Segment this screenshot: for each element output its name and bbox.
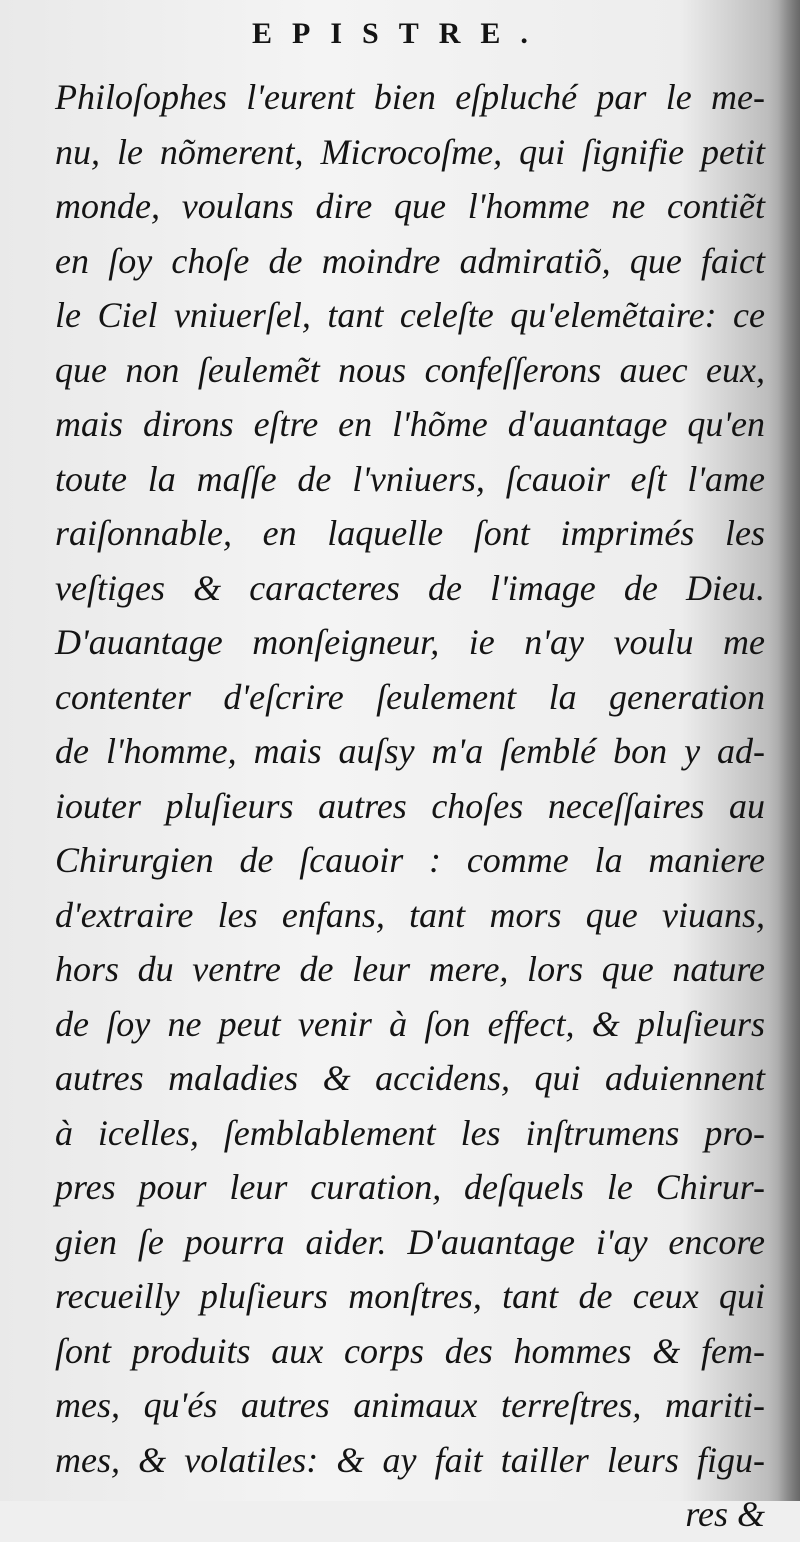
text-line: monde, voulans dire que l'homme ne contiẽt (55, 186, 765, 226)
text-line: de ſoy ne peut venir à ſon effect, & pluſieurs (55, 1003, 765, 1044)
text-line: mes, qu'és autres animaux terreſtres, mariti- (55, 1385, 765, 1425)
catchword-line: res & (685, 1494, 765, 1534)
text-line: veſtiges & caracteres de l'image de Dieu. (55, 567, 765, 608)
text-line: gien ſe pourra aider. D'auantage i'ay encore (55, 1221, 765, 1262)
running-header: EPISTRE. (252, 17, 548, 50)
text-line: que non ſeulemẽt nous confeſſerons auec eux, (55, 349, 765, 390)
text-line: mais dirons eſtre en l'hõme d'auantage qu'en (55, 404, 765, 444)
text-line: mes, & volatiles: & ay fait tailler leurs figu- (55, 1439, 765, 1480)
text-line: raiſonnable, en laquelle ſont imprimés les (55, 513, 765, 553)
text-line: en ſoy choſe de moindre admiratiõ, que faict (55, 240, 765, 281)
text-line: ſont produits aux corps des hommes & fem- (55, 1330, 765, 1371)
text-line: Chirurgien de ſcauoir : comme la maniere (55, 840, 765, 880)
text-line: toute la maſſe de l'vniuers, ſcauoir eſt l'ame (55, 458, 765, 499)
text-line: Philoſophes l'eurent bien eſpluché par le me- (55, 77, 765, 117)
text-line: D'auantage monſeigneur, ie n'ay voulu me (55, 622, 765, 662)
text-line: autres maladies & accidens, qui aduiennent (55, 1058, 765, 1098)
text-line: d'extraire les enfans, tant mors que viuans, (55, 894, 765, 935)
text-line: le Ciel vniuerſel, tant celeſte qu'elemẽtaire: ce (55, 295, 765, 335)
page-gutter-shadow (778, 0, 800, 1501)
text-line: iouter pluſieurs autres choſes neceſſaires au (55, 785, 765, 826)
text-line: à icelles, ſemblablement les inſtrumens pro- (55, 1112, 765, 1153)
body-text (55, 70, 765, 1542)
text-line: hors du ventre de leur mere, lors que nature (55, 949, 765, 989)
text-line: contenter d'eſcrire ſeulement la generation (55, 676, 765, 717)
text-line: de l'homme, mais auſsy m'a ſemblé bon y ad- (55, 731, 765, 771)
text-line: pres pour leur curation, deſquels le Chirur- (55, 1167, 765, 1207)
text-line: nu, le nõmerent, Microcoſme, qui ſignifie petit (55, 131, 765, 172)
text-line: recueilly pluſieurs monſtres, tant de ceux qui (55, 1276, 765, 1316)
